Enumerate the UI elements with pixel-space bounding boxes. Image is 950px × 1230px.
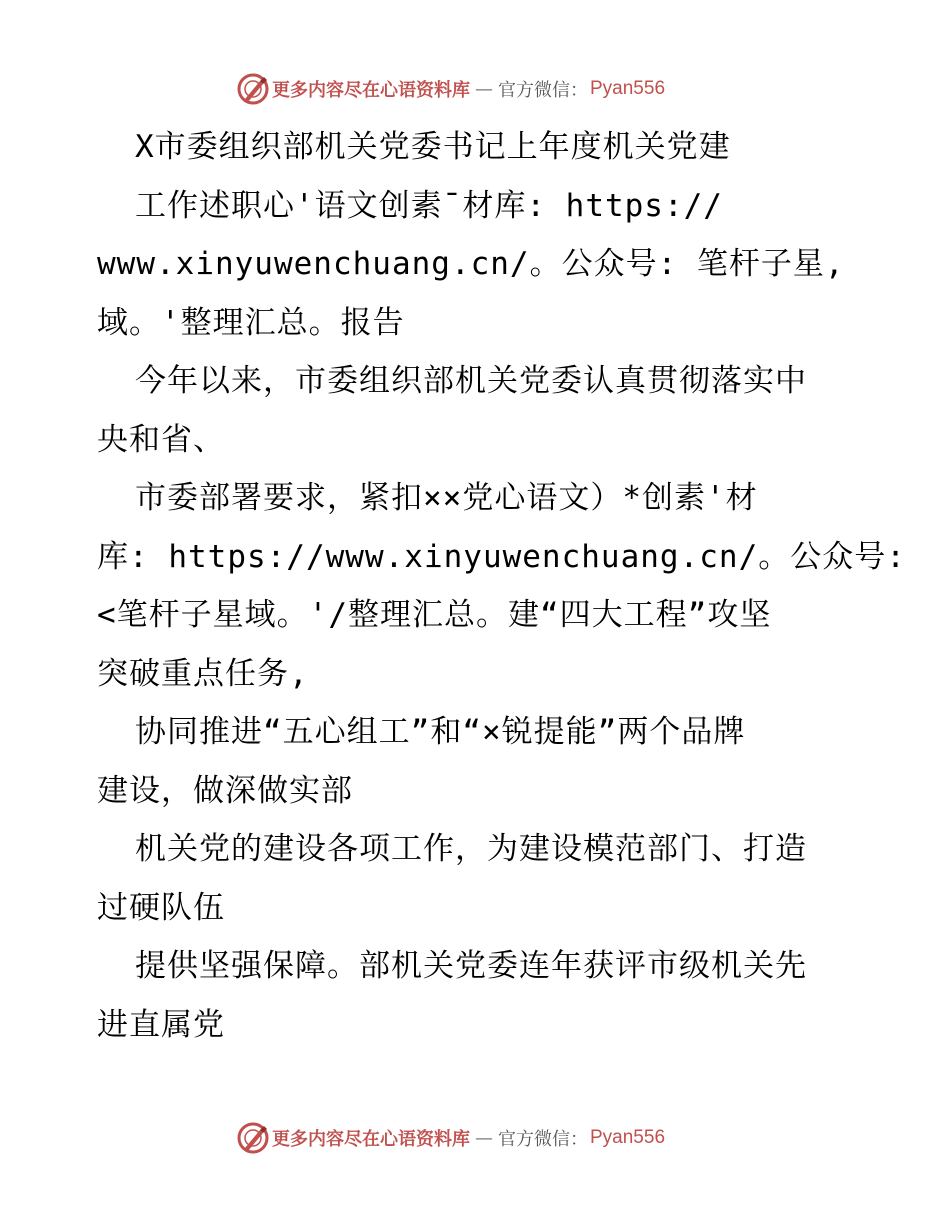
watermark-dash: — [475, 1127, 493, 1149]
text-line: 提供坚强保障。部机关党委连年获评市级机关先 [135, 948, 807, 984]
text-line: 工作述职心'语文创素¯材库: https:// [135, 187, 723, 224]
pen-logo-icon [236, 72, 270, 106]
pen-logo-icon [236, 1121, 270, 1155]
text-line: 过硬队伍 [97, 889, 225, 926]
text-line: X市委组织部机关党委书记上年度机关党建 [135, 129, 731, 165]
watermark-id: Pyan556 [590, 78, 666, 99]
watermark-id: Pyan556 [590, 1127, 666, 1148]
watermark-label: 官方微信： [498, 1129, 588, 1150]
text-line: 协同推进“五心组工”和“×锐提能”两个品牌 [135, 714, 746, 750]
text-line: www.xinyuwenchuang.cn/。公众号: 笔杆子星, [97, 246, 845, 282]
text-line: 今年以来，市委组织部机关党委认真贯彻落实中 [135, 363, 807, 399]
watermark-brand: 更多内容尽在心语资料库 [272, 80, 470, 101]
text-line: 突破重点任务, [97, 655, 309, 692]
watermark-footer [236, 1121, 665, 1155]
text-line: 建设，做深做实部 [97, 772, 353, 809]
text-line: 市委部署要求，紧扣××党心语文）*创素'材 [135, 480, 758, 516]
text-line: 域。'整理汇总。报告 [97, 304, 405, 341]
watermark-brand: 更多内容尽在心语资料库 [272, 1129, 470, 1150]
watermark-dash: — [475, 78, 493, 100]
text-line: 央和省、 [97, 421, 225, 458]
text-line: 机关党的建设各项工作，为建设模范部门、打造 [135, 831, 807, 867]
text-line: 进直属党 [97, 1006, 225, 1043]
text-line: <笔杆子星域。'/整理汇总。建“四大工程”攻坚 [97, 597, 772, 633]
watermark-label: 官方微信： [498, 80, 588, 101]
document-body [97, 118, 906, 1054]
watermark-header [236, 72, 665, 106]
text-line: 库: https://www.xinyuwenchuang.cn/。公众号: [97, 538, 906, 575]
